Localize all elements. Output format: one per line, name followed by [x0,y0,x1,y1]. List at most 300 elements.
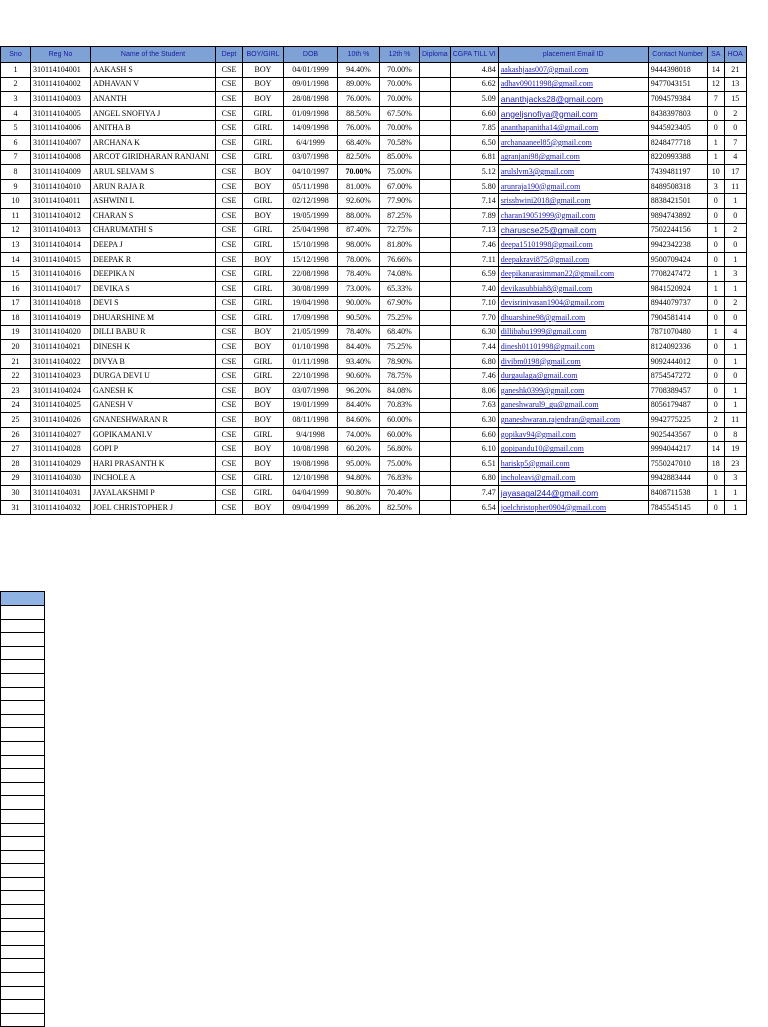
side-empty-cell[interactable] [0,878,45,892]
sa-cell[interactable]: 0 [707,384,724,399]
cgpa-cell[interactable]: 5.12 [450,165,498,180]
student-name-cell[interactable]: ANGEL SNOFIYA J [91,106,216,121]
dept-cell[interactable]: CSE [216,354,243,369]
contact-cell[interactable]: 8438397803 [648,106,707,121]
side-empty-cell[interactable] [0,701,45,715]
side-empty-cell[interactable] [0,824,45,838]
tenth-percent-cell[interactable]: 78.00% [338,252,380,267]
twelfth-percent-cell[interactable]: 84.08% [380,384,420,399]
cgpa-cell[interactable]: 6.51 [450,457,498,472]
sno-cell[interactable]: 13 [1,238,31,253]
student-name-cell[interactable]: GOPI P [91,442,216,457]
gender-cell[interactable]: GIRL [243,267,284,282]
twelfth-percent-cell[interactable]: 70.00% [380,92,420,107]
dob-cell[interactable]: 03/07/1998 [284,150,338,165]
reg-no-cell[interactable]: 310114104028 [31,442,91,457]
hoa-cell[interactable]: 1 [724,194,746,209]
sa-cell[interactable]: 0 [707,369,724,384]
gender-cell[interactable]: GIRL [243,354,284,369]
diploma-cell[interactable] [420,223,451,238]
dept-cell[interactable]: CSE [216,457,243,472]
contact-cell[interactable]: 7708247472 [648,267,707,282]
sa-cell[interactable]: 0 [707,106,724,121]
side-empty-cell[interactable] [0,647,45,661]
dept-cell[interactable]: CSE [216,179,243,194]
side-empty-cell[interactable] [0,769,45,783]
side-empty-cell[interactable] [0,796,45,810]
tenth-percent-cell[interactable]: 81.00% [338,179,380,194]
sno-cell[interactable]: 23 [1,384,31,399]
diploma-cell[interactable] [420,471,451,486]
email-cell[interactable]: aakashjaas007@gmail.com [498,63,648,78]
contact-header[interactable]: Contact Number [648,47,707,63]
side-empty-cell[interactable] [0,973,45,987]
sno-cell[interactable]: 15 [1,267,31,282]
twelfth-percent-cell[interactable]: 60.00% [380,427,420,442]
sa-cell[interactable]: 0 [707,354,724,369]
sno-cell[interactable]: 30 [1,486,31,501]
sno-cell[interactable]: 16 [1,281,31,296]
tenth-percent-cell[interactable]: 86.20% [338,500,380,515]
hoa-cell[interactable]: 2 [724,296,746,311]
tenth-percent-header[interactable]: 10th % [338,47,380,63]
student-name-cell[interactable]: DIVYA B [91,354,216,369]
hoa-cell[interactable]: 2 [724,223,746,238]
student-name-cell[interactable]: ASHWINI L [91,194,216,209]
student-name-cell[interactable]: DEEPAK R [91,252,216,267]
sa-cell[interactable]: 0 [707,296,724,311]
diploma-cell[interactable] [420,238,451,253]
twelfth-percent-cell[interactable]: 76.66% [380,252,420,267]
email-cell[interactable]: durgaulaga@gmail.com [498,369,648,384]
dept-cell[interactable]: CSE [216,442,243,457]
dept-cell[interactable]: CSE [216,471,243,486]
gender-cell[interactable]: GIRL [243,135,284,150]
hoa-cell[interactable]: 11 [724,413,746,428]
sa-cell[interactable]: 0 [707,398,724,413]
diploma-cell[interactable] [420,281,451,296]
side-empty-cell[interactable] [0,783,45,797]
gender-cell[interactable]: BOY [243,500,284,515]
gender-cell[interactable]: GIRL [243,427,284,442]
tenth-percent-cell[interactable]: 73.00% [338,281,380,296]
sa-cell[interactable]: 12 [707,77,724,92]
twelfth-percent-cell[interactable]: 70.58% [380,135,420,150]
twelfth-percent-cell[interactable]: 72.75% [380,223,420,238]
gender-cell[interactable]: GIRL [243,106,284,121]
dob-cell[interactable]: 12/10/1998 [284,471,338,486]
hoa-cell[interactable]: 3 [724,267,746,282]
side-empty-cell[interactable] [0,756,45,770]
sno-cell[interactable]: 3 [1,92,31,107]
diploma-cell[interactable] [420,413,451,428]
diploma-cell[interactable] [420,486,451,501]
hoa-cell[interactable]: 2 [724,106,746,121]
email-cell[interactable]: gopikav94@gmail.com [498,427,648,442]
diploma-cell[interactable] [420,179,451,194]
diploma-header[interactable]: Diploma [420,47,451,63]
hoa-header[interactable]: HOA [724,47,746,63]
sno-cell[interactable]: 26 [1,427,31,442]
student-name-cell[interactable]: CHARUMATHI S [91,223,216,238]
twelfth-percent-cell[interactable]: 87.25% [380,208,420,223]
dept-cell[interactable]: CSE [216,194,243,209]
email-cell[interactable]: charan19051999@gmail.com [498,208,648,223]
tenth-percent-cell[interactable]: 60.20% [338,442,380,457]
contact-cell[interactable]: 9092444012 [648,354,707,369]
email-cell[interactable]: charuscse25@gmail.com [498,223,648,238]
dob-cell[interactable]: 22/10/1998 [284,369,338,384]
twelfth-percent-cell[interactable]: 81.80% [380,238,420,253]
gender-cell[interactable]: GIRL [243,486,284,501]
reg-no-cell[interactable]: 310114104010 [31,179,91,194]
tenth-percent-cell[interactable]: 92.60% [338,194,380,209]
gender-cell[interactable]: BOY [243,398,284,413]
email-cell[interactable]: dhuarshine98@gmail.com [498,311,648,326]
twelfth-percent-cell[interactable]: 67.90% [380,296,420,311]
reg-no-cell[interactable]: 310114104003 [31,92,91,107]
email-cell[interactable]: gnaneshwaran.rajendran@gmail.com [498,413,648,428]
diploma-cell[interactable] [420,77,451,92]
diploma-cell[interactable] [420,340,451,355]
email-cell[interactable]: ganeshwarul9_gu@gmail.com [498,398,648,413]
email-cell[interactable]: deepakravi875@gmail.com [498,252,648,267]
gender-cell[interactable]: GIRL [243,311,284,326]
sno-cell[interactable]: 14 [1,252,31,267]
cgpa-cell[interactable]: 6.30 [450,325,498,340]
side-empty-cell[interactable] [0,1014,45,1027]
student-name-cell[interactable]: GOPIKAMANI.V [91,427,216,442]
email-header[interactable]: placement Email ID [498,47,648,63]
student-name-cell[interactable]: AAKASH S [91,63,216,78]
sa-cell[interactable]: 7 [707,92,724,107]
cgpa-header[interactable]: CGPA TILL VI [450,47,498,63]
gender-cell[interactable]: BOY [243,179,284,194]
student-name-cell[interactable]: DEVIKA S [91,281,216,296]
diploma-cell[interactable] [420,165,451,180]
dob-cell[interactable]: 09/04/1999 [284,500,338,515]
contact-cell[interactable]: 9994044217 [648,442,707,457]
dob-cell[interactable]: 04/04/1999 [284,486,338,501]
side-empty-cell[interactable] [0,660,45,674]
twelfth-percent-cell[interactable]: 65.33% [380,281,420,296]
dept-cell[interactable]: CSE [216,486,243,501]
twelfth-percent-cell[interactable]: 78.75% [380,369,420,384]
contact-cell[interactable]: 8838421501 [648,194,707,209]
side-empty-cell[interactable] [0,987,45,1001]
side-header-cell[interactable] [0,591,45,606]
dept-cell[interactable]: CSE [216,208,243,223]
student-name-cell[interactable]: INCHOLE A [91,471,216,486]
dept-cell[interactable]: CSE [216,413,243,428]
dob-cell[interactable]: 30/08/1999 [284,281,338,296]
hoa-cell[interactable]: 1 [724,384,746,399]
dept-cell[interactable]: CSE [216,500,243,515]
hoa-cell[interactable]: 1 [724,354,746,369]
sno-cell[interactable]: 19 [1,325,31,340]
sa-cell[interactable]: 0 [707,311,724,326]
twelfth-percent-cell[interactable]: 74.08% [380,267,420,282]
side-empty-cell[interactable] [0,959,45,973]
tenth-percent-cell[interactable]: 89.00% [338,77,380,92]
tenth-percent-cell[interactable]: 94.40% [338,63,380,78]
hoa-cell[interactable]: 1 [724,398,746,413]
sa-cell[interactable]: 10 [707,165,724,180]
reg-no-cell[interactable]: 310114104029 [31,457,91,472]
dob-cell[interactable]: 19/01/1999 [284,398,338,413]
dept-cell[interactable]: CSE [216,121,243,136]
dept-header[interactable]: Dept [216,47,243,63]
side-empty-cell[interactable] [0,932,45,946]
student-name-cell[interactable]: ARUN RAJA R [91,179,216,194]
tenth-percent-cell[interactable]: 78.40% [338,267,380,282]
tenth-percent-cell[interactable]: 90.60% [338,369,380,384]
twelfth-percent-cell[interactable]: 77.90% [380,194,420,209]
dept-cell[interactable]: CSE [216,252,243,267]
sa-cell[interactable]: 0 [707,500,724,515]
reg-no-cell[interactable]: 310114104016 [31,267,91,282]
sno-cell[interactable]: 29 [1,471,31,486]
email-cell[interactable]: ananthjacks28@gmail.com [498,92,648,107]
dob-cell[interactable]: 28/08/1998 [284,92,338,107]
student-name-cell[interactable]: ARUL SELVAM S [91,165,216,180]
twelfth-percent-cell[interactable]: 75.00% [380,165,420,180]
dept-cell[interactable]: CSE [216,311,243,326]
hoa-cell[interactable]: 0 [724,238,746,253]
tenth-percent-cell[interactable]: 78.40% [338,325,380,340]
tenth-percent-cell[interactable]: 87.40% [338,223,380,238]
diploma-cell[interactable] [420,354,451,369]
dob-cell[interactable]: 01/09/1998 [284,106,338,121]
student-name-cell[interactable]: ARCOT GIRIDHARAN RANJANI [91,150,216,165]
email-cell[interactable]: gopipandu10@gmail.com [498,442,648,457]
diploma-cell[interactable] [420,500,451,515]
hoa-cell[interactable]: 0 [724,121,746,136]
dob-cell[interactable]: 04/01/1999 [284,63,338,78]
tenth-percent-cell[interactable]: 95.00% [338,457,380,472]
cgpa-cell[interactable]: 6.10 [450,442,498,457]
sa-cell[interactable]: 0 [707,252,724,267]
sno-cell[interactable]: 9 [1,179,31,194]
side-empty-cell[interactable] [0,728,45,742]
twelfth-percent-cell[interactable]: 67.50% [380,106,420,121]
email-cell[interactable]: arunraja190@gmail.com [498,179,648,194]
tenth-percent-cell[interactable]: 68.40% [338,135,380,150]
side-empty-cell[interactable] [0,606,45,620]
cgpa-cell[interactable]: 6.81 [450,150,498,165]
gender-cell[interactable]: GIRL [243,223,284,238]
contact-cell[interactable]: 9025443567 [648,427,707,442]
reg-no-header[interactable]: Reg No [31,47,91,63]
reg-no-cell[interactable]: 310114104012 [31,208,91,223]
side-empty-cell[interactable] [0,891,45,905]
sa-cell[interactable]: 0 [707,208,724,223]
gender-cell[interactable]: GIRL [243,471,284,486]
side-empty-cell[interactable] [0,837,45,851]
email-cell[interactable]: dinesh01101998@gmail.com [498,340,648,355]
email-cell[interactable]: srisshwini2018@gmail.com [498,194,648,209]
contact-cell[interactable]: 8754547272 [648,369,707,384]
sa-cell[interactable]: 1 [707,325,724,340]
side-empty-cell[interactable] [0,620,45,634]
contact-cell[interactable]: 7094579384 [648,92,707,107]
cgpa-cell[interactable]: 7.46 [450,369,498,384]
tenth-percent-cell[interactable]: 88.00% [338,208,380,223]
reg-no-cell[interactable]: 310114104015 [31,252,91,267]
twelfth-percent-cell[interactable]: 70.40% [380,486,420,501]
email-cell[interactable]: incholeavi@gmail.com [498,471,648,486]
sno-cell[interactable]: 31 [1,500,31,515]
sa-cell[interactable]: 14 [707,63,724,78]
contact-cell[interactable]: 7845545145 [648,500,707,515]
reg-no-cell[interactable]: 310114104019 [31,311,91,326]
cgpa-cell[interactable]: 7.47 [450,486,498,501]
student-name-cell[interactable]: JOEL CHRISTOPHER J [91,500,216,515]
dob-cell[interactable]: 17/09/1998 [284,311,338,326]
dob-cell[interactable]: 9/4/1998 [284,427,338,442]
diploma-cell[interactable] [420,267,451,282]
diploma-cell[interactable] [420,311,451,326]
gender-cell[interactable]: BOY [243,384,284,399]
diploma-cell[interactable] [420,135,451,150]
gender-cell[interactable]: GIRL [243,194,284,209]
diploma-cell[interactable] [420,369,451,384]
reg-no-cell[interactable]: 310114104021 [31,340,91,355]
sa-cell[interactable]: 3 [707,179,724,194]
cgpa-cell[interactable]: 4.84 [450,63,498,78]
email-cell[interactable]: devikasubbiah8@gmail.com [498,281,648,296]
diploma-cell[interactable] [420,325,451,340]
dob-cell[interactable]: 09/01/1998 [284,77,338,92]
cgpa-cell[interactable]: 7.11 [450,252,498,267]
sa-cell[interactable]: 1 [707,281,724,296]
dept-cell[interactable]: CSE [216,267,243,282]
student-name-cell[interactable]: JAYALAKSHMI P [91,486,216,501]
cgpa-cell[interactable]: 7.40 [450,281,498,296]
dept-cell[interactable]: CSE [216,398,243,413]
email-cell[interactable]: arulslvm3@gmail.com [498,165,648,180]
dob-cell[interactable]: 15/12/1998 [284,252,338,267]
twelfth-percent-cell[interactable]: 56.80% [380,442,420,457]
diploma-cell[interactable] [420,427,451,442]
cgpa-cell[interactable]: 6.50 [450,135,498,150]
dob-header[interactable]: DOB [284,47,338,63]
hoa-cell[interactable]: 19 [724,442,746,457]
twelfth-percent-cell[interactable]: 68.40% [380,325,420,340]
reg-no-cell[interactable]: 310114104014 [31,238,91,253]
hoa-cell[interactable]: 1 [724,500,746,515]
cgpa-cell[interactable]: 7.85 [450,121,498,136]
email-cell[interactable]: divibm0198@gmail.com [498,354,648,369]
side-empty-cell[interactable] [0,688,45,702]
tenth-percent-cell[interactable]: 74.00% [338,427,380,442]
reg-no-cell[interactable]: 310114104013 [31,223,91,238]
reg-no-cell[interactable]: 310114104017 [31,281,91,296]
hoa-cell[interactable]: 0 [724,208,746,223]
twelfth-percent-cell[interactable]: 75.25% [380,340,420,355]
dept-cell[interactable]: CSE [216,238,243,253]
dept-cell[interactable]: CSE [216,150,243,165]
student-name-cell[interactable]: DINESH K [91,340,216,355]
dept-cell[interactable]: CSE [216,427,243,442]
reg-no-cell[interactable]: 310114104027 [31,427,91,442]
dept-cell[interactable]: CSE [216,340,243,355]
sno-header[interactable]: Sno [1,47,31,63]
cgpa-cell[interactable]: 6.80 [450,354,498,369]
dob-cell[interactable]: 22/08/1998 [284,267,338,282]
sa-cell[interactable]: 0 [707,194,724,209]
diploma-cell[interactable] [420,121,451,136]
reg-no-cell[interactable]: 310114104005 [31,106,91,121]
gender-cell[interactable]: GIRL [243,369,284,384]
diploma-cell[interactable] [420,194,451,209]
dept-cell[interactable]: CSE [216,369,243,384]
student-name-cell[interactable]: ANANTH [91,92,216,107]
student-name-cell[interactable]: GANESH K [91,384,216,399]
student-name-cell[interactable]: ARCHANA K [91,135,216,150]
email-cell[interactable]: jayasagal244@gmail.com [498,486,648,501]
gender-cell[interactable]: BOY [243,252,284,267]
diploma-cell[interactable] [420,150,451,165]
side-empty-cell[interactable] [0,715,45,729]
student-name-cell[interactable]: DEVI S [91,296,216,311]
email-cell[interactable]: adhav09011998@gmail.com [498,77,648,92]
gender-cell[interactable]: GIRL [243,238,284,253]
dob-cell[interactable]: 19/08/1998 [284,457,338,472]
cgpa-cell[interactable]: 6.60 [450,106,498,121]
cgpa-cell[interactable]: 6.54 [450,500,498,515]
cgpa-cell[interactable]: 8.06 [450,384,498,399]
sno-cell[interactable]: 22 [1,369,31,384]
hoa-cell[interactable]: 13 [724,77,746,92]
gender-cell[interactable]: GIRL [243,121,284,136]
cgpa-cell[interactable]: 5.80 [450,179,498,194]
sa-cell[interactable]: 0 [707,427,724,442]
email-cell[interactable]: devisrinivasan1904@gmail.com [498,296,648,311]
diploma-cell[interactable] [420,398,451,413]
sno-cell[interactable]: 12 [1,223,31,238]
dept-cell[interactable]: CSE [216,63,243,78]
email-cell[interactable]: archanaaneel85@gmail.com [498,135,648,150]
contact-cell[interactable]: 8124092336 [648,340,707,355]
cgpa-cell[interactable]: 7.46 [450,238,498,253]
sno-cell[interactable]: 21 [1,354,31,369]
twelfth-percent-cell[interactable]: 76.83% [380,471,420,486]
contact-cell[interactable]: 8248477718 [648,135,707,150]
cgpa-cell[interactable]: 7.89 [450,208,498,223]
sno-cell[interactable]: 4 [1,106,31,121]
sa-cell[interactable]: 0 [707,238,724,253]
dob-cell[interactable]: 6/4/1999 [284,135,338,150]
side-empty-cell[interactable] [0,674,45,688]
cgpa-cell[interactable]: 6.80 [450,471,498,486]
twelfth-percent-cell[interactable]: 75.25% [380,311,420,326]
diploma-cell[interactable] [420,384,451,399]
dept-cell[interactable]: CSE [216,92,243,107]
student-name-cell[interactable]: HARI PRASANTH K [91,457,216,472]
diploma-cell[interactable] [420,252,451,267]
hoa-cell[interactable]: 17 [724,165,746,180]
dept-cell[interactable]: CSE [216,281,243,296]
sno-cell[interactable]: 25 [1,413,31,428]
reg-no-cell[interactable]: 310114104026 [31,413,91,428]
hoa-cell[interactable]: 1 [724,486,746,501]
sa-cell[interactable]: 0 [707,121,724,136]
sno-cell[interactable]: 5 [1,121,31,136]
contact-cell[interactable]: 7439481197 [648,165,707,180]
reg-no-cell[interactable]: 310114104008 [31,150,91,165]
dob-cell[interactable]: 05/11/1998 [284,179,338,194]
